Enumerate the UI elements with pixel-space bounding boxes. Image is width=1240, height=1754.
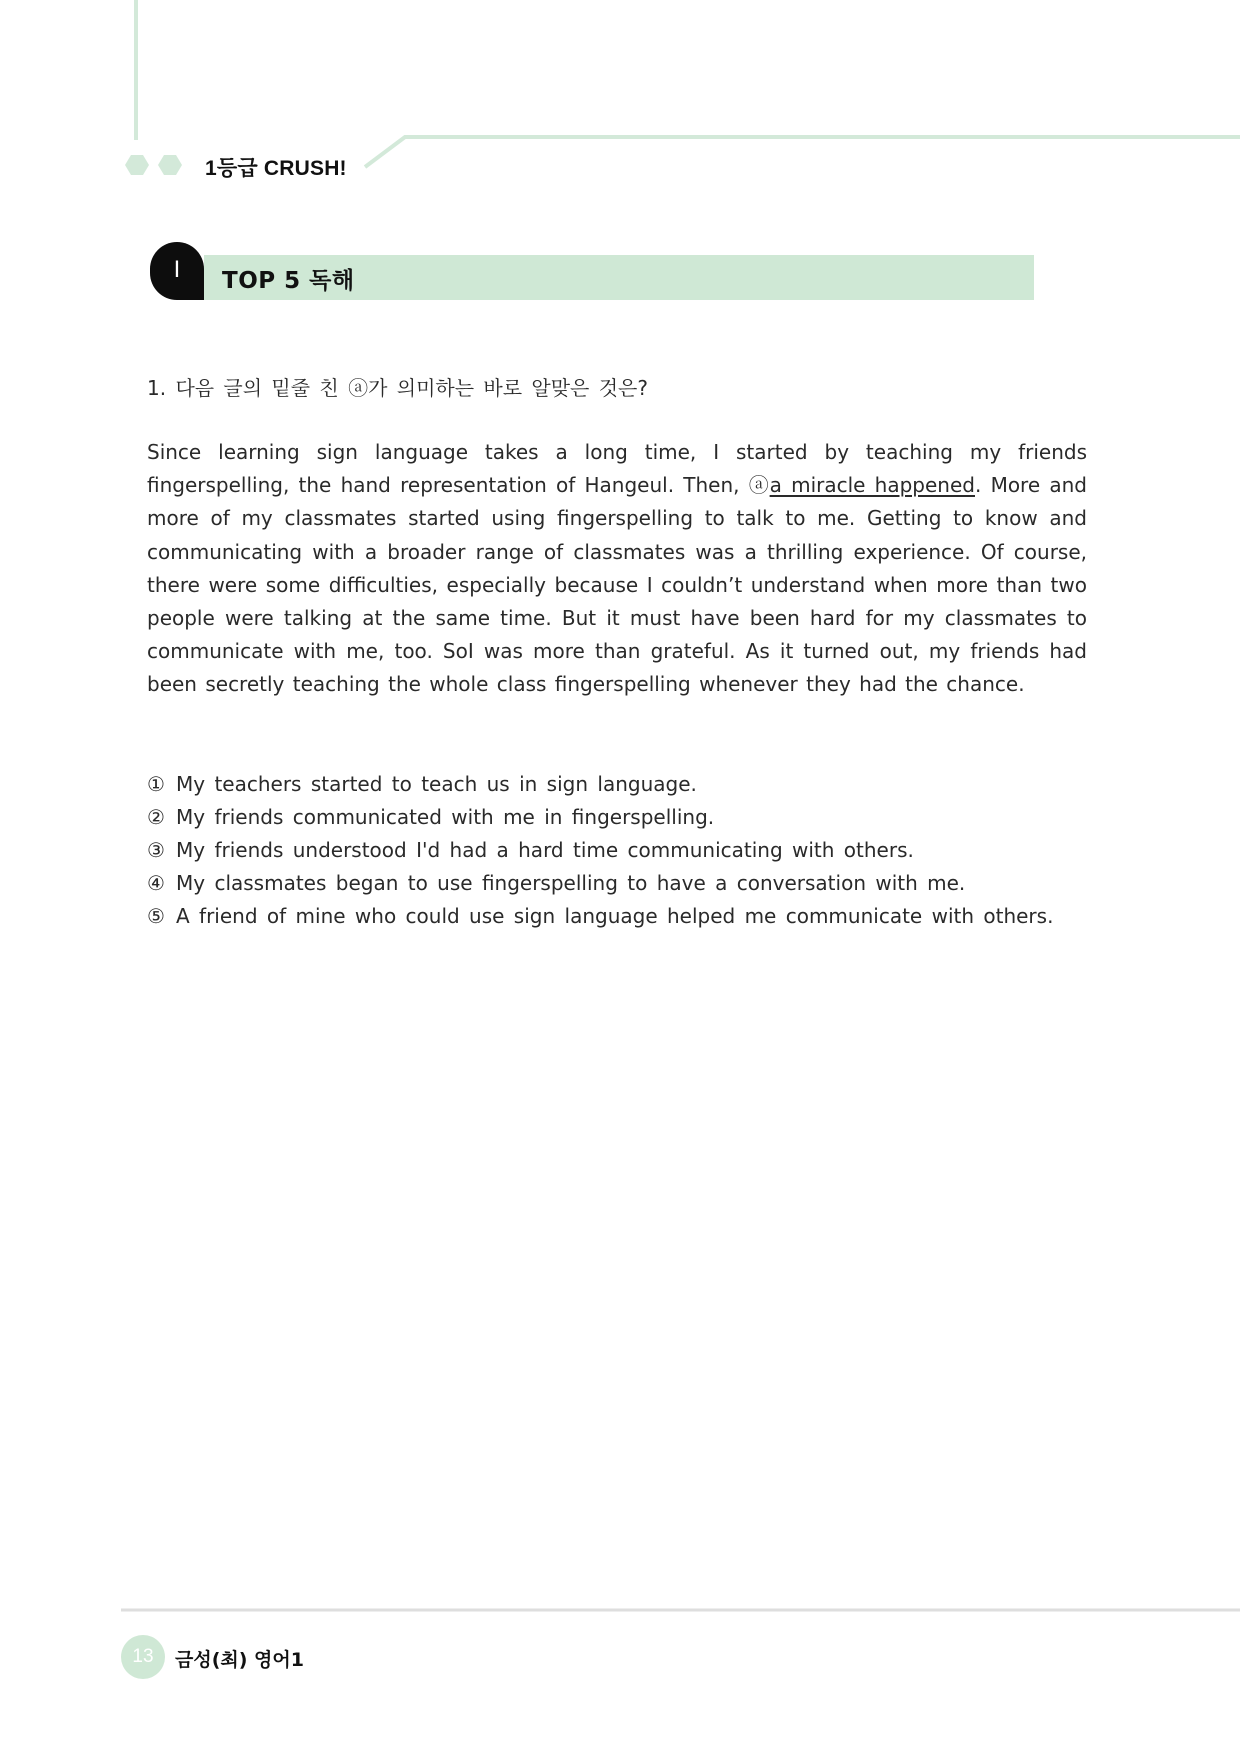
choice-number: ① — [147, 772, 165, 796]
passage-text-before: Since learning sign language takes a long time, I started by teaching my friends fingerspelling, the hand representation of Hangeul. Then, ⓐ — [147, 440, 1087, 498]
passage-underlined-phrase: a miracle happened — [769, 473, 975, 498]
header-corner-line — [365, 137, 1240, 167]
choice-number: ⑤ — [147, 904, 165, 928]
hexagon-icon — [158, 155, 182, 175]
choice-text: My teachers started to teach us in sign language. — [176, 772, 697, 796]
choice-text: My friends understood I'd had a hard time communicating with others. — [176, 838, 914, 862]
hexagon-icon — [125, 155, 149, 175]
header-label: 1등급 CRUSH! — [205, 157, 347, 180]
choice-text: My friends communicated with me in fingerspelling. — [176, 805, 715, 829]
footer-book-title: 금성(최) 영어1 — [175, 1649, 304, 1671]
choice-item — [147, 768, 1053, 801]
section-number-badge: I — [150, 242, 204, 300]
section-title: TOP 5 독해 — [222, 268, 355, 294]
reading-passage — [147, 436, 1087, 702]
choice-item — [147, 867, 1053, 900]
choice-item — [147, 900, 1053, 933]
choice-text: A friend of mine who could use sign language helped me communicate with others. — [176, 904, 1054, 928]
page-number: 13 — [121, 1635, 165, 1679]
passage-text-after: . More and more of my classmates started using fingerspelling to talk to me. Getting to know and communicating with a broader range of classmates was a thrilling experience. Of course, there were some difficulties, especially because I couldn’t understand when more than two people were talking at the same time. But it must have been hard for my classmates to communicate with me, too. SoI was more than grateful. As it turned out, my friends had been secretly teaching the whole class fingerspelling whenever they had the chance. — [147, 473, 1087, 697]
answer-choices — [147, 768, 1053, 933]
choice-number: ④ — [147, 871, 165, 895]
question-prompt: 1. 다음 글의 밑줄 친 ⓐ가 의미하는 바로 알맞은 것은? — [147, 376, 648, 400]
choice-number: ③ — [147, 838, 165, 862]
choice-item — [147, 801, 1053, 834]
choice-number: ② — [147, 805, 165, 829]
choice-text: My classmates began to use fingerspelling to have a conversation with me. — [176, 871, 966, 895]
choice-item — [147, 834, 1053, 867]
